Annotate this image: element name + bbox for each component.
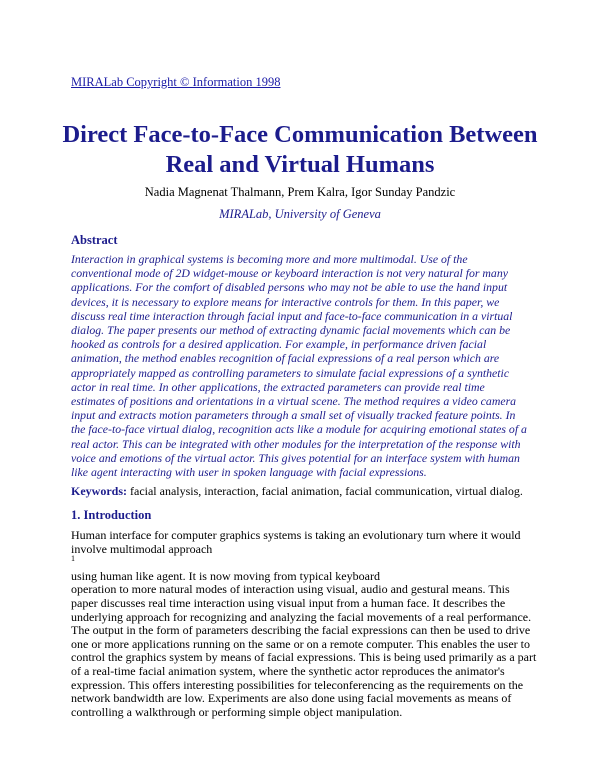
intro-line: paper discusses real time interaction using visual input from a human face. It describes the (71, 595, 506, 610)
copyright-link[interactable]: MIRALab Copyright © Information 1998 (71, 75, 281, 89)
abstract-line: hooked as controls for a desired application. For example, in performance driven facial (71, 337, 487, 352)
affiliation: MIRALab, University of Geneva (219, 207, 381, 221)
intro-line: operation to more natural modes of interaction using visual, audio and gestural means. This (71, 582, 510, 597)
paper-title (40, 120, 560, 180)
abstract-line: estimates of positions and orientations in a virtual scene. The method requires a video camera (71, 394, 517, 409)
keywords (71, 484, 523, 499)
abstract-line: Interaction in graphical systems is becoming more and more multimodal. Use of the (71, 252, 468, 266)
abstract-heading: Abstract (71, 233, 118, 247)
authors: Nadia Magnenat Thalmann, Prem Kalra, Igor Sunday Pandzic (144, 185, 456, 199)
abstract-line: the face-to-face virtual dialog, recognition acts like a module for acquiring emotional states of a (71, 422, 527, 437)
abstract-line: conventional mode of 2D widget-mouse or keyboard interaction is not very natural for many (71, 266, 508, 281)
intro-line (71, 543, 541, 584)
abstract-line: applications. For the comfort of disabled persons who may not be able to use the hand input (71, 280, 508, 295)
intro-line: The output in the form of parameters describing the facial expressions can then be used to drive (71, 623, 531, 638)
intro-line-part: using human like agent. It is now moving from typical keyboard (71, 568, 380, 583)
abstract-line: input and extracts motion parameters through a small set of visually tracked feature points. In (71, 408, 516, 423)
introduction-body (71, 529, 541, 719)
title-line-2: Real and Virtual Humans (165, 151, 435, 178)
intro-line: expression. This offers interesting possibilities for teleconferencing as the requirements on the (71, 677, 524, 692)
abstract-line: appropriately mapped as controlling parameters to simulate facial expressions of a synthetic (71, 365, 510, 380)
intro-line: control the graphics system by means of facial expressions. This is being used primarily as a part (71, 650, 537, 665)
abstract-line: like agent interacting with user in spoken language with facial expressions. (71, 465, 427, 480)
abstract-line: discuss real time interaction through facial input and face-to-face communication in a virtual (71, 308, 513, 323)
abstract-line: real actor. This can be integrated with other modules for the interpretation of the response with (71, 436, 521, 451)
footnote-ref: 1 (71, 554, 75, 564)
intro-line: of a real-time facial animation system, where the synthetic actor reproduces the animator's (71, 663, 505, 678)
intro-line: controlling a walkthrough or performing simple object manipulation. (71, 704, 403, 719)
keywords-label: Keywords: (71, 484, 127, 498)
abstract-line: actor in real time. In other applications, the extracted parameters can provide real time (71, 379, 485, 394)
section-heading-introduction: 1. Introduction (71, 508, 152, 522)
intro-line: underlying approach for recognizing and analyzing the facial movements of a real performance. (71, 609, 532, 624)
abstract-line: animation, the method enables recognition of facial expressions of a real person which are (71, 351, 500, 366)
intro-line: one or more applications running on the same or on a remote computer. This enables the user to (71, 636, 530, 651)
title-line-1: Direct Face-to-Face Communication Between (62, 121, 538, 148)
intro-line-part: involve multimodal approach (71, 541, 213, 556)
intro-line: network bandwidth are low. Experiments are also done using facial movements as means of (71, 691, 512, 706)
abstract-body (71, 252, 533, 479)
abstract-line: dialog. The paper presents our method of extracting dynamic facial movements which can be (71, 323, 511, 338)
intro-line: Human interface for computer graphics systems is taking an evolutionary turn where it would (71, 528, 521, 542)
abstract-line: devices, it is necessary to explore means for interactive controls for them. In this paper, we (71, 294, 500, 309)
abstract-line: voice and emotions of the virtual actor. This gives potential for an interface system with human (71, 450, 520, 465)
keywords-text: facial analysis, interaction, facial animation, facial communication, virtual dialog. (127, 484, 523, 498)
